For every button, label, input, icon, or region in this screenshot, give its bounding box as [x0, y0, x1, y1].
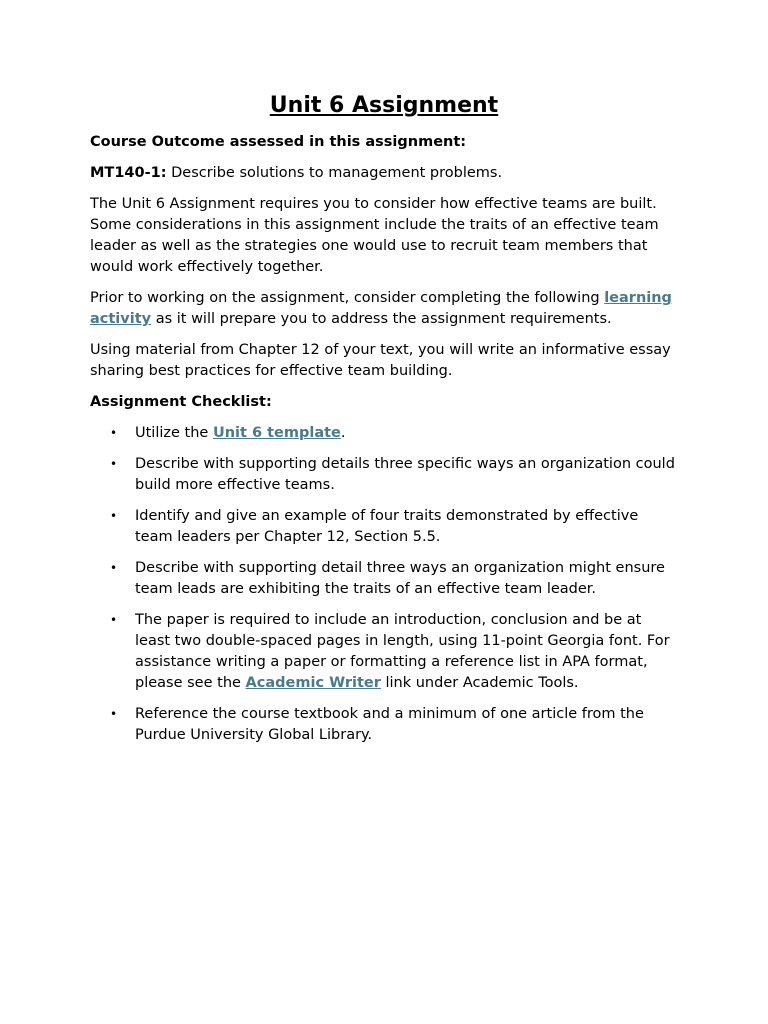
- list-item: [110, 506, 678, 548]
- bullet-icon: •: [110, 426, 118, 440]
- unit-6-template-link[interactable]: Unit 6 template: [212, 425, 341, 441]
- item-text-after: .: [340, 425, 346, 441]
- outcome-text: Describe solutions to management problems.: [166, 165, 503, 181]
- item-text: Identify and give an example of four traits demonstrated by effective team leaders per Chapter 12, Section 5.5.: [135, 508, 639, 545]
- academic-writer-link[interactable]: Academic Writer: [245, 675, 381, 691]
- list-item: [110, 704, 678, 746]
- bullet-icon: •: [110, 613, 118, 627]
- material-paragraph: Using material from Chapter 12 of your text, you will write an informative essay sharing best practices for effective team building.: [90, 342, 671, 379]
- bullet-icon: •: [110, 707, 118, 721]
- item-text-before: Utilize the: [135, 425, 213, 441]
- outcome-paragraph: [90, 163, 678, 184]
- bullet-icon: •: [110, 457, 118, 471]
- item-text: Reference the course textbook and a minimum of one article from the Purdue University Global Library.: [135, 706, 644, 743]
- list-item: [110, 558, 678, 600]
- learning-activity-link[interactable]: learning activity: [90, 290, 672, 327]
- outcome-code: MT140-1:: [90, 165, 167, 181]
- item-text: Describe with supporting details three specific ways an organization could build more effective teams.: [135, 456, 675, 493]
- bullet-icon: •: [110, 509, 118, 523]
- list-item: [110, 610, 678, 694]
- assignment-checklist: [90, 423, 678, 746]
- bullet-icon: •: [110, 561, 118, 575]
- item-text-after: link under Academic Tools.: [380, 675, 579, 691]
- intro-paragraph: The Unit 6 Assignment requires you to consider how effective teams are built. Some considerations in this assignment include the traits of an effective team leader as well as the strategies one would use to recruit team members that would work effectively together.: [90, 196, 659, 275]
- item-text: Describe with supporting detail three ways an organization might ensure team leads are exhibiting the traits of an effective team leader.: [135, 560, 665, 597]
- page-title: Unit 6 Assignment: [269, 93, 499, 118]
- checklist-heading: Assignment Checklist:: [90, 394, 272, 410]
- list-item: [110, 454, 678, 496]
- prior-paragraph: [90, 288, 678, 330]
- prior-text-before: Prior to working on the assignment, consider completing the following: [90, 290, 605, 306]
- outcome-heading: Course Outcome assessed in this assignment:: [90, 134, 467, 150]
- prior-text-after: as it will prepare you to address the assignment requirements.: [151, 311, 612, 327]
- item-text-before: The paper is required to include an introduction, conclusion and be at least two double-spaced pages in length, using 11-point Georgia font. For assistance writing a paper or formatting a reference list in APA format, please see the: [135, 612, 670, 691]
- list-item: [110, 423, 678, 444]
